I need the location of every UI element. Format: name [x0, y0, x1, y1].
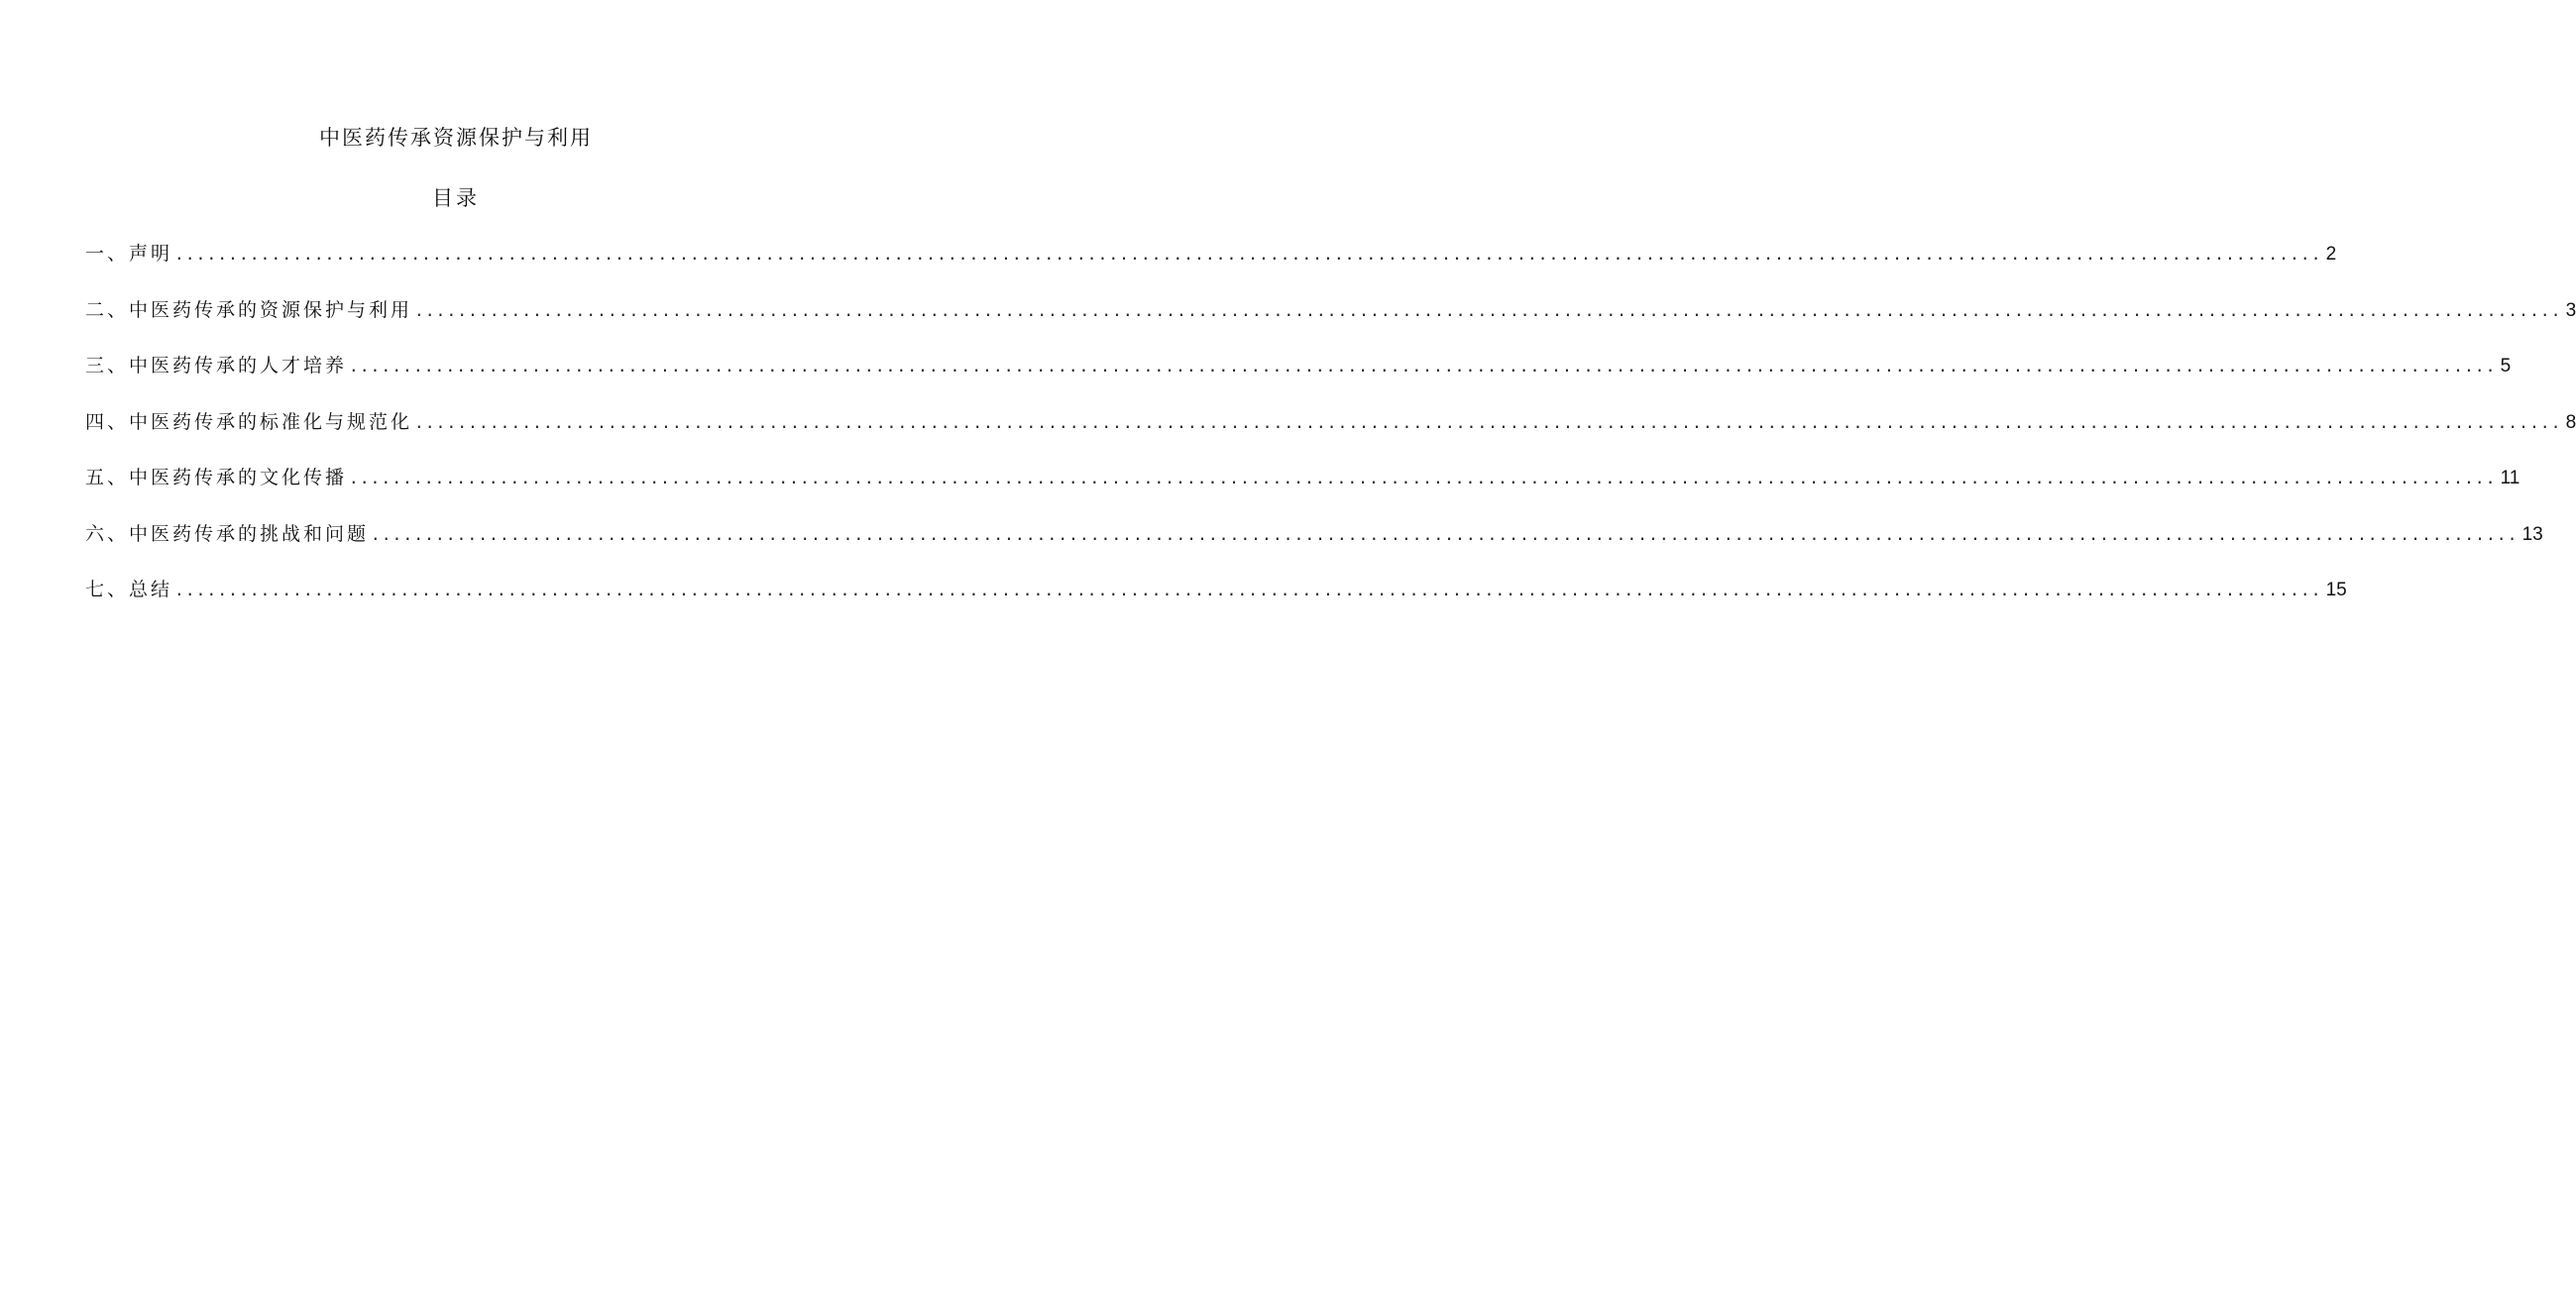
toc-entry[interactable] — [85, 574, 2347, 630]
toc-entry[interactable] — [85, 406, 2576, 463]
toc-heading: 目录 — [432, 186, 480, 210]
toc-entry-page: 8 — [2565, 411, 2576, 433]
toc-entry-label: 五、中医药传承的文化传播 — [85, 467, 348, 488]
toc-leader-dots: ........................................................................................................................................................................................................ — [414, 300, 2562, 320]
toc-leader-dots: ........................................................................................................................................................................................................ — [371, 524, 2519, 544]
toc-entry[interactable] — [85, 294, 2576, 351]
toc-entry-label: 六、中医药传承的挑战和问题 — [85, 522, 370, 545]
toc-entry-page: 15 — [2325, 580, 2347, 600]
toc-leader-dots: ........................................................................................................................................................................................................ — [349, 469, 2497, 487]
toc-leader-dots: ........................................................................................................................................................................................................ — [174, 581, 2322, 599]
toc-entry-page: 11 — [2500, 468, 2520, 488]
toc-entry-page: 2 — [2325, 244, 2337, 265]
toc-entry-label: 二、中医药传承的资源保护与利用 — [85, 298, 413, 321]
toc-entry-label: 三、中医药传承的人才培养 — [85, 355, 348, 376]
toc-entry[interactable] — [85, 350, 2512, 406]
toc-entry-page: 5 — [2500, 356, 2512, 376]
toc-entry-page: 13 — [2521, 523, 2543, 545]
toc-leader-dots: ........................................................................................................................................................................................................ — [174, 245, 2322, 264]
toc-entry[interactable] — [85, 518, 2543, 575]
toc-entry[interactable] — [85, 462, 2520, 518]
toc-entry-label: 七、总结 — [85, 579, 173, 600]
toc-entry[interactable] — [85, 238, 2337, 294]
toc-entry-page: 3 — [2565, 299, 2576, 321]
toc-leader-dots: ........................................................................................................................................................................................................ — [349, 357, 2497, 376]
table-of-contents — [85, 238, 2576, 630]
toc-entry-label: 一、声明 — [85, 243, 173, 265]
toc-entry-label: 四、中医药传承的标准化与规范化 — [85, 410, 413, 433]
toc-leader-dots: ........................................................................................................................................................................................................ — [414, 412, 2562, 432]
document-title: 中医药传承资源保护与利用 — [319, 126, 593, 150]
